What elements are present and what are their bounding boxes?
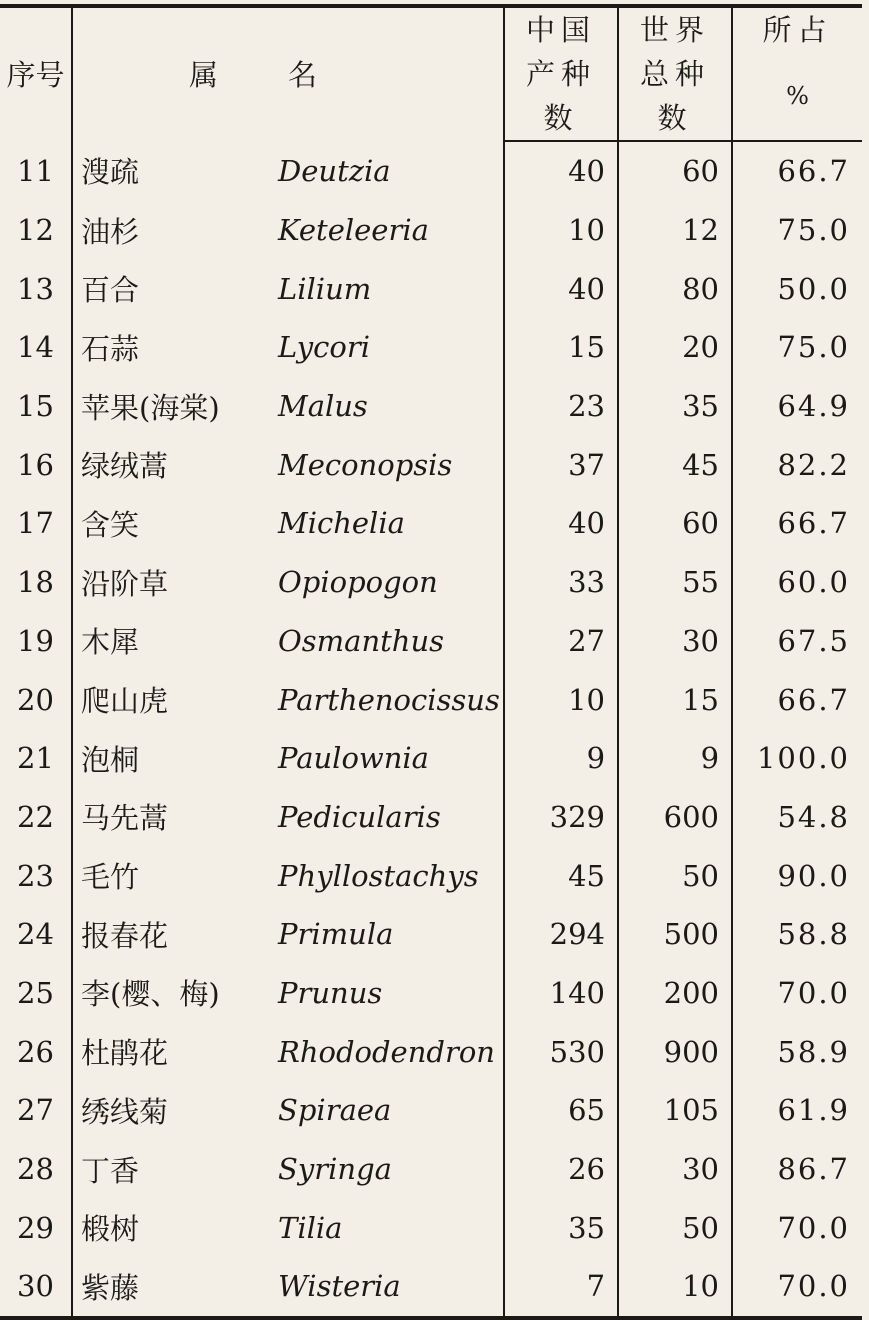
- genus-latin-name: Opiopogon: [268, 553, 504, 612]
- world-species-count: 55: [618, 553, 732, 612]
- row-number: 15: [0, 377, 72, 436]
- world-species-count: 105: [618, 1081, 732, 1140]
- genus-chinese-name: 油杉: [81, 214, 140, 249]
- genus-chinese-name: 椴树: [81, 1212, 140, 1247]
- row-number: 27: [0, 1081, 72, 1140]
- china-share-percent: 50.0: [777, 271, 851, 306]
- china-share-percent: 60.0: [777, 565, 851, 600]
- china-species-count: 23: [504, 377, 618, 436]
- row-number: 18: [0, 553, 72, 612]
- china-species-count: 7: [504, 1257, 618, 1318]
- china-species-count: 33: [504, 553, 618, 612]
- genus-chinese-name: 泡桐: [81, 742, 140, 777]
- china-species-count: 15: [504, 318, 618, 377]
- row-number: 29: [0, 1198, 72, 1257]
- table-row: [0, 201, 862, 260]
- header-pct-line1: 所占: [732, 6, 862, 52]
- header-world-line2: 总种数: [618, 52, 732, 141]
- table-row: [0, 318, 862, 377]
- china-species-count: 10: [504, 201, 618, 260]
- genus-chinese-name: 马先蒿: [81, 801, 169, 836]
- table-row: [0, 377, 862, 436]
- table-row: [0, 846, 862, 905]
- genus-chinese-name: 绣线菊: [81, 1094, 169, 1129]
- row-number: 17: [0, 494, 72, 553]
- row-number: 30: [0, 1257, 72, 1318]
- table-header: [0, 6, 862, 141]
- genus-latin-name: Parthenocissus: [268, 670, 504, 729]
- world-species-count: 15: [618, 670, 732, 729]
- header-china-line1: 中国: [504, 6, 618, 52]
- genus-latin-name: Syringa: [268, 1140, 504, 1199]
- table-row: [0, 670, 862, 729]
- genus-chinese-name: 丁香: [81, 1153, 140, 1188]
- genus-latin-name: Tilia: [268, 1198, 504, 1257]
- china-species-count: 26: [504, 1140, 618, 1199]
- header-genus: 属名: [72, 6, 504, 141]
- genus-chinese-name: 苹果(海棠): [81, 390, 220, 425]
- row-number: 21: [0, 729, 72, 788]
- china-share-percent: 58.8: [777, 917, 851, 952]
- genus-chinese-name: 绿绒蒿: [81, 449, 169, 484]
- genus-latin-name: Keteleeria: [268, 201, 504, 260]
- genus-latin-name: Spiraea: [268, 1081, 504, 1140]
- table-row: [0, 729, 862, 788]
- table-row: [0, 1257, 862, 1318]
- table-row: [0, 612, 862, 671]
- row-number: 22: [0, 788, 72, 847]
- table-body: [0, 141, 862, 1318]
- table-row: [0, 905, 862, 964]
- china-share-percent: 66.7: [777, 682, 851, 717]
- row-number: 11: [0, 141, 72, 201]
- table-row: [0, 1081, 862, 1140]
- table-row: [0, 141, 862, 201]
- genus-latin-name: Phyllostachys: [268, 846, 504, 905]
- china-species-count: 35: [504, 1198, 618, 1257]
- row-number: 19: [0, 612, 72, 671]
- china-share-percent: 90.0: [777, 858, 851, 893]
- china-share-percent: 66.7: [777, 506, 851, 541]
- table-row: [0, 259, 862, 318]
- genus-latin-name: Primula: [268, 905, 504, 964]
- world-species-count: 60: [618, 494, 732, 553]
- genus-chinese-name: 毛竹: [81, 860, 140, 895]
- china-share-percent: 100.0: [756, 741, 851, 776]
- world-species-count: 900: [618, 1022, 732, 1081]
- table-row: [0, 1022, 862, 1081]
- china-share-percent: 64.9: [777, 389, 851, 424]
- world-species-count: 45: [618, 435, 732, 494]
- china-species-count: 27: [504, 612, 618, 671]
- genus-chinese-name: 木犀: [81, 625, 140, 660]
- row-number: 25: [0, 964, 72, 1023]
- china-share-percent: 61.9: [777, 1093, 851, 1128]
- row-number: 24: [0, 905, 72, 964]
- china-share-percent: 54.8: [777, 799, 851, 834]
- china-share-percent: 82.2: [777, 447, 851, 482]
- table-row: [0, 788, 862, 847]
- genus-latin-name: Malus: [268, 377, 504, 436]
- china-share-percent: 67.5: [777, 623, 851, 658]
- china-species-count: 530: [504, 1022, 618, 1081]
- genus-latin-name: Prunus: [268, 964, 504, 1023]
- header-pct-line2: %: [732, 52, 862, 141]
- genus-chinese-name: 爬山虎: [81, 684, 169, 719]
- world-species-count: 30: [618, 1140, 732, 1199]
- china-species-count: 65: [504, 1081, 618, 1140]
- row-number: 16: [0, 435, 72, 494]
- china-share-percent: 70.0: [777, 1210, 851, 1245]
- world-species-count: 60: [618, 141, 732, 201]
- genus-chinese-name: 含笑: [81, 507, 140, 542]
- table-row: [0, 1140, 862, 1199]
- genus-chinese-name: 紫藤: [72, 1257, 268, 1318]
- genus-chinese-name: 沿阶草: [81, 566, 169, 601]
- world-species-count: 50: [618, 1198, 732, 1257]
- genus-chinese-name: 杜鹃花: [81, 1036, 169, 1071]
- table-row: [0, 1198, 862, 1257]
- genus-latin-name: Osmanthus: [268, 612, 504, 671]
- world-species-count: 500: [618, 905, 732, 964]
- header-no: 序号: [0, 6, 72, 141]
- header-china-line2: 产种数: [504, 52, 618, 141]
- genus-species-table: [0, 4, 862, 1320]
- genus-chinese-name: 李(樱、梅): [81, 977, 220, 1012]
- world-species-count: 9: [618, 729, 732, 788]
- genus-chinese-name: 报春花: [81, 918, 169, 953]
- genus-chinese-name: 石蒜: [81, 331, 140, 366]
- row-number: 12: [0, 201, 72, 260]
- table-row: [0, 964, 862, 1023]
- genus-latin-name: Lycori: [268, 318, 504, 377]
- china-share-percent: 58.9: [777, 1034, 851, 1069]
- china-share-percent: 75.0: [777, 330, 851, 365]
- china-share-percent: 70.0: [732, 1257, 862, 1318]
- row-number: 14: [0, 318, 72, 377]
- row-number: 28: [0, 1140, 72, 1199]
- row-number: 23: [0, 846, 72, 905]
- china-species-count: 37: [504, 435, 618, 494]
- genus-latin-name: Wisteria: [268, 1257, 504, 1318]
- china-species-count: 9: [504, 729, 618, 788]
- header-world-line1: 世界: [618, 6, 732, 52]
- china-species-count: 140: [504, 964, 618, 1023]
- genus-chinese-name: 溲疏: [81, 155, 140, 190]
- china-species-count: 10: [504, 670, 618, 729]
- genus-latin-name: Michelia: [268, 494, 504, 553]
- china-share-percent: 75.0: [777, 213, 851, 248]
- row-number: 20: [0, 670, 72, 729]
- world-species-count: 50: [618, 846, 732, 905]
- china-species-count: 45: [504, 846, 618, 905]
- table-row: [0, 494, 862, 553]
- china-species-count: 40: [504, 141, 618, 201]
- china-species-count: 294: [504, 905, 618, 964]
- china-species-count: 40: [504, 259, 618, 318]
- row-number: 26: [0, 1022, 72, 1081]
- china-species-count: 329: [504, 788, 618, 847]
- china-species-count: 40: [504, 494, 618, 553]
- genus-latin-name: Deutzia: [268, 141, 504, 201]
- table-row: [0, 553, 862, 612]
- genus-latin-name: Paulownia: [268, 729, 504, 788]
- genus-latin-name: Lilium: [268, 259, 504, 318]
- row-number: 13: [0, 259, 72, 318]
- table-row: [0, 435, 862, 494]
- genus-chinese-name: 百合: [81, 273, 140, 308]
- china-share-percent: 86.7: [777, 1152, 851, 1187]
- world-species-count: 30: [618, 612, 732, 671]
- world-species-count: 12: [618, 201, 732, 260]
- world-species-count: 600: [618, 788, 732, 847]
- world-species-count: 10: [618, 1257, 732, 1318]
- genus-latin-name: Rhododendron: [268, 1022, 504, 1081]
- genus-latin-name: Meconopsis: [268, 435, 504, 494]
- genus-latin-name: Pedicularis: [268, 788, 504, 847]
- china-share-percent: 70.0: [777, 975, 851, 1010]
- world-species-count: 20: [618, 318, 732, 377]
- world-species-count: 80: [618, 259, 732, 318]
- world-species-count: 35: [618, 377, 732, 436]
- world-species-count: 200: [618, 964, 732, 1023]
- china-share-percent: 66.7: [777, 154, 851, 189]
